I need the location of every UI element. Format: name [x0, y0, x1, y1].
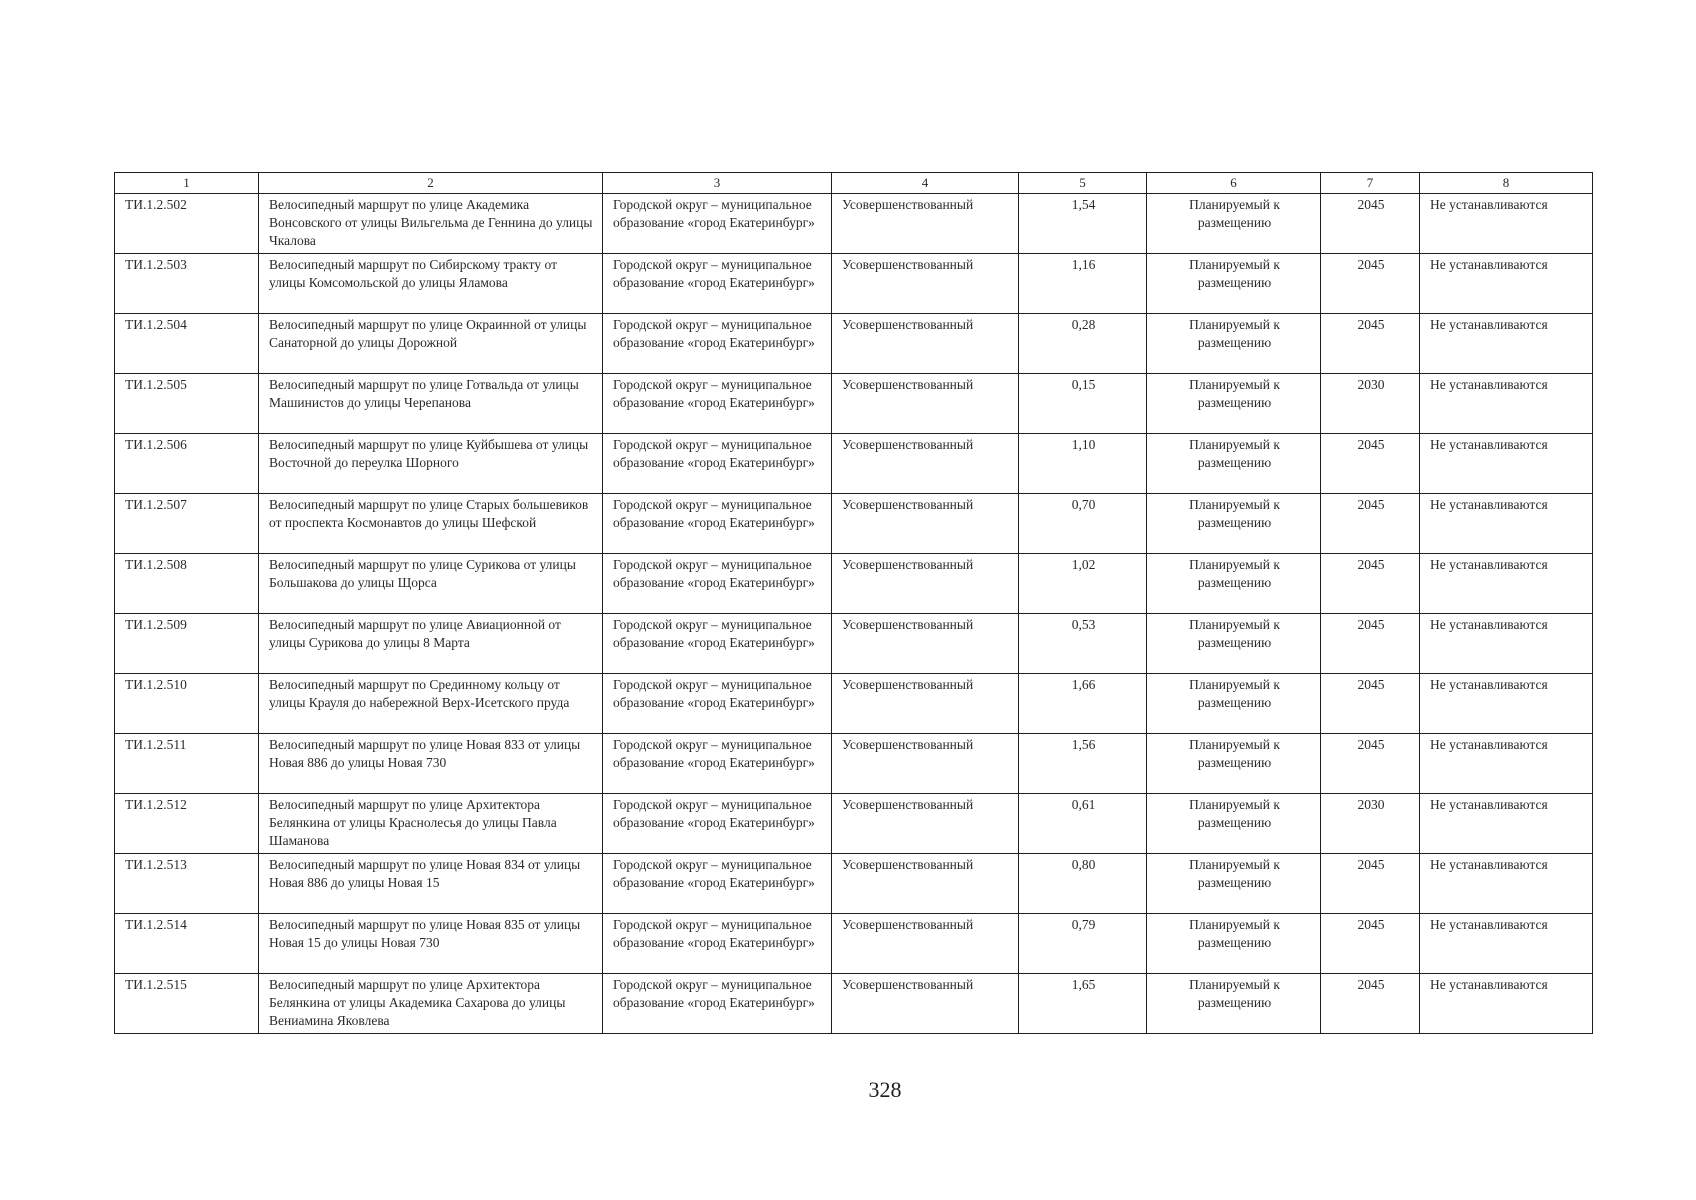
object-code-cell: ТИ.1.2.502	[115, 194, 259, 254]
length-cell: 0,79	[1019, 914, 1147, 974]
object-type-cell: Усовершенствованный	[832, 794, 1019, 854]
header-cell: 8	[1420, 173, 1593, 194]
header-cell: 6	[1147, 173, 1321, 194]
table-row	[115, 974, 1593, 1034]
length-cell: 0,61	[1019, 794, 1147, 854]
zone-cell: Не устанавливаются	[1420, 614, 1593, 674]
municipality-cell: Городской округ – муниципальное образование «город Екатеринбург»	[603, 974, 832, 1034]
status-cell: Планируемый к размещению	[1147, 734, 1321, 794]
object-description-cell: Велосипедный маршрут по улице Новая 834 от улицы Новая 886 до улицы Новая 15	[259, 854, 603, 914]
zone-cell: Не устанавливаются	[1420, 794, 1593, 854]
object-type-cell: Усовершенствованный	[832, 314, 1019, 374]
zone-cell: Не устанавливаются	[1420, 974, 1593, 1034]
zone-cell: Не устанавливаются	[1420, 254, 1593, 314]
object-code-cell: ТИ.1.2.505	[115, 374, 259, 434]
table-row	[115, 674, 1593, 734]
table-row	[115, 494, 1593, 554]
zone-cell: Не устанавливаются	[1420, 914, 1593, 974]
table-body	[115, 194, 1593, 1034]
municipality-cell: Городской округ – муниципальное образование «город Екатеринбург»	[603, 434, 832, 494]
header-cell: 3	[603, 173, 832, 194]
status-cell: Планируемый к размещению	[1147, 314, 1321, 374]
municipality-cell: Городской округ – муниципальное образование «город Екатеринбург»	[603, 854, 832, 914]
object-code-cell: ТИ.1.2.503	[115, 254, 259, 314]
year-cell: 2030	[1321, 374, 1420, 434]
zone-cell: Не устанавливаются	[1420, 314, 1593, 374]
status-cell: Планируемый к размещению	[1147, 374, 1321, 434]
year-cell: 2045	[1321, 254, 1420, 314]
object-type-cell: Усовершенствованный	[832, 914, 1019, 974]
object-code-cell: ТИ.1.2.506	[115, 434, 259, 494]
object-description-cell: Велосипедный маршрут по улице Академика Вонсовского от улицы Вильгельма де Геннина до улицы Чкалова	[259, 194, 603, 254]
year-cell: 2045	[1321, 914, 1420, 974]
table-row	[115, 914, 1593, 974]
object-type-cell: Усовершенствованный	[832, 434, 1019, 494]
zone-cell: Не устанавливаются	[1420, 194, 1593, 254]
municipality-cell: Городской округ – муниципальное образование «город Екатеринбург»	[603, 674, 832, 734]
object-code-cell: ТИ.1.2.507	[115, 494, 259, 554]
object-code-cell: ТИ.1.2.515	[115, 974, 259, 1034]
year-cell: 2030	[1321, 794, 1420, 854]
length-cell: 0,28	[1019, 314, 1147, 374]
status-cell: Планируемый к размещению	[1147, 554, 1321, 614]
object-type-cell: Усовершенствованный	[832, 494, 1019, 554]
zone-cell: Не устанавливаются	[1420, 434, 1593, 494]
table-row	[115, 554, 1593, 614]
object-description-cell: Велосипедный маршрут по улице Архитектора Белянкина от улицы Краснолесья до улицы Павла Шаманова	[259, 794, 603, 854]
table-row	[115, 434, 1593, 494]
year-cell: 2045	[1321, 674, 1420, 734]
object-description-cell: Велосипедный маршрут по улице Авиационной от улицы Сурикова до улицы 8 Марта	[259, 614, 603, 674]
municipality-cell: Городской округ – муниципальное образование «город Екатеринбург»	[603, 374, 832, 434]
page-number: 328	[868, 1077, 902, 1102]
object-description-cell: Велосипедный маршрут по Сибирскому тракту от улицы Комсомольской до улицы Яламова	[259, 254, 603, 314]
object-type-cell: Усовершенствованный	[832, 974, 1019, 1034]
table-row	[115, 614, 1593, 674]
object-description-cell: Велосипедный маршрут по улице Сурикова от улицы Большакова до улицы Щорса	[259, 554, 603, 614]
length-cell: 1,65	[1019, 974, 1147, 1034]
municipality-cell: Городской округ – муниципальное образование «город Екатеринбург»	[603, 554, 832, 614]
status-cell: Планируемый к размещению	[1147, 434, 1321, 494]
municipality-cell: Городской округ – муниципальное образование «город Екатеринбург»	[603, 254, 832, 314]
status-cell: Планируемый к размещению	[1147, 614, 1321, 674]
status-cell: Планируемый к размещению	[1147, 194, 1321, 254]
year-cell: 2045	[1321, 314, 1420, 374]
zone-cell: Не устанавливаются	[1420, 374, 1593, 434]
municipality-cell: Городской округ – муниципальное образование «город Екатеринбург»	[603, 314, 832, 374]
zone-cell: Не устанавливаются	[1420, 674, 1593, 734]
header-cell: 1	[115, 173, 259, 194]
object-code-cell: ТИ.1.2.513	[115, 854, 259, 914]
status-cell: Планируемый к размещению	[1147, 674, 1321, 734]
header-row	[115, 173, 1593, 194]
object-code-cell: ТИ.1.2.512	[115, 794, 259, 854]
object-description-cell: Велосипедный маршрут по улице Архитектора Белянкина от улицы Академика Сахарова до улицы Вениамина Яковлева	[259, 974, 603, 1034]
municipality-cell: Городской округ – муниципальное образование «город Екатеринбург»	[603, 194, 832, 254]
length-cell: 1,66	[1019, 674, 1147, 734]
object-description-cell: Велосипедный маршрут по улице Куйбышева от улицы Восточной до переулка Шорного	[259, 434, 603, 494]
object-type-cell: Усовершенствованный	[832, 194, 1019, 254]
year-cell: 2045	[1321, 734, 1420, 794]
length-cell: 1,02	[1019, 554, 1147, 614]
length-cell: 0,70	[1019, 494, 1147, 554]
length-cell: 1,16	[1019, 254, 1147, 314]
object-code-cell: ТИ.1.2.514	[115, 914, 259, 974]
table-row	[115, 854, 1593, 914]
zone-cell: Не устанавливаются	[1420, 854, 1593, 914]
object-code-cell: ТИ.1.2.509	[115, 614, 259, 674]
status-cell: Планируемый к размещению	[1147, 914, 1321, 974]
table-row	[115, 194, 1593, 254]
status-cell: Планируемый к размещению	[1147, 974, 1321, 1034]
object-type-cell: Усовершенствованный	[832, 734, 1019, 794]
object-description-cell: Велосипедный маршрут по улице Готвальда от улицы Машинистов до улицы Черепанова	[259, 374, 603, 434]
municipality-cell: Городской округ – муниципальное образование «город Екатеринбург»	[603, 794, 832, 854]
object-code-cell: ТИ.1.2.511	[115, 734, 259, 794]
municipality-cell: Городской округ – муниципальное образование «город Екатеринбург»	[603, 734, 832, 794]
table-row	[115, 254, 1593, 314]
object-description-cell: Велосипедный маршрут по улице Старых большевиков от проспекта Космонавтов до улицы Шефской	[259, 494, 603, 554]
length-cell: 0,53	[1019, 614, 1147, 674]
zone-cell: Не устанавливаются	[1420, 494, 1593, 554]
header-cell: 2	[259, 173, 603, 194]
registry-table	[114, 172, 1593, 1034]
table-row	[115, 374, 1593, 434]
municipality-cell: Городской округ – муниципальное образование «город Екатеринбург»	[603, 494, 832, 554]
length-cell: 1,10	[1019, 434, 1147, 494]
object-code-cell: ТИ.1.2.504	[115, 314, 259, 374]
object-description-cell: Велосипедный маршрут по улице Новая 835 от улицы Новая 15 до улицы Новая 730	[259, 914, 603, 974]
header-cell: 7	[1321, 173, 1420, 194]
year-cell: 2045	[1321, 494, 1420, 554]
year-cell: 2045	[1321, 554, 1420, 614]
municipality-cell: Городской округ – муниципальное образование «город Екатеринбург»	[603, 914, 832, 974]
zone-cell: Не устанавливаются	[1420, 734, 1593, 794]
object-type-cell: Усовершенствованный	[832, 614, 1019, 674]
length-cell: 0,15	[1019, 374, 1147, 434]
year-cell: 2045	[1321, 194, 1420, 254]
length-cell: 0,80	[1019, 854, 1147, 914]
table-row	[115, 794, 1593, 854]
object-type-cell: Усовершенствованный	[832, 554, 1019, 614]
year-cell: 2045	[1321, 974, 1420, 1034]
zone-cell: Не устанавливаются	[1420, 554, 1593, 614]
status-cell: Планируемый к размещению	[1147, 794, 1321, 854]
year-cell: 2045	[1321, 614, 1420, 674]
status-cell: Планируемый к размещению	[1147, 254, 1321, 314]
length-cell: 1,56	[1019, 734, 1147, 794]
header-cell: 5	[1019, 173, 1147, 194]
object-description-cell: Велосипедный маршрут по улице Окраинной от улицы Санаторной до улицы Дорожной	[259, 314, 603, 374]
year-cell: 2045	[1321, 434, 1420, 494]
object-type-cell: Усовершенствованный	[832, 374, 1019, 434]
object-code-cell: ТИ.1.2.508	[115, 554, 259, 614]
status-cell: Планируемый к размещению	[1147, 854, 1321, 914]
header-cell: 4	[832, 173, 1019, 194]
object-description-cell: Велосипедный маршрут по Срединному кольцу от улицы Крауля до набережной Верх-Исетского пруда	[259, 674, 603, 734]
table-row	[115, 734, 1593, 794]
municipality-cell: Городской округ – муниципальное образование «город Екатеринбург»	[603, 614, 832, 674]
object-type-cell: Усовершенствованный	[832, 254, 1019, 314]
object-description-cell: Велосипедный маршрут по улице Новая 833 от улицы Новая 886 до улицы Новая 730	[259, 734, 603, 794]
length-cell: 1,54	[1019, 194, 1147, 254]
object-type-cell: Усовершенствованный	[832, 674, 1019, 734]
year-cell: 2045	[1321, 854, 1420, 914]
object-type-cell: Усовершенствованный	[832, 854, 1019, 914]
table-row	[115, 314, 1593, 374]
status-cell: Планируемый к размещению	[1147, 494, 1321, 554]
object-code-cell: ТИ.1.2.510	[115, 674, 259, 734]
